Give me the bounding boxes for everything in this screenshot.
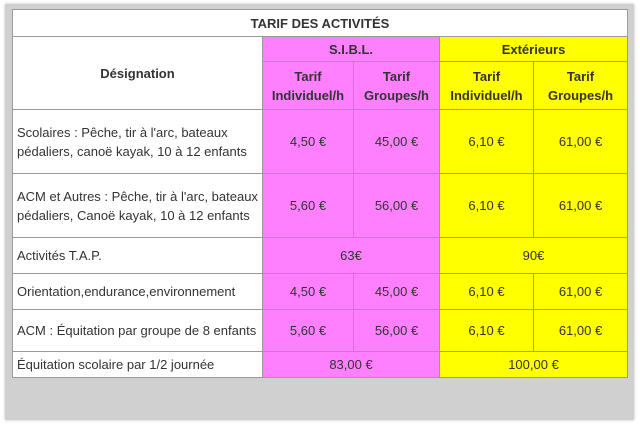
sibl-individuel-price: 5,60 € [263, 310, 354, 352]
header-tarif-label: Tarif [472, 68, 501, 84]
table-row [13, 110, 628, 174]
table-title: TARIF DES ACTIVITÉS [13, 10, 628, 37]
sibl-individuel-price: 4,50 € [263, 110, 354, 174]
row-designation: ACM et Autres : Pêche, tir à l'arc, bateaux pédaliers, Canoë kayak, 10 à 12 enfants [13, 174, 263, 238]
ext-groupes-price: 61,00 € [534, 310, 628, 352]
row-designation: Activités T.A.P. [13, 238, 263, 274]
sibl-individuel-price: 5,60 € [263, 174, 354, 238]
row-designation: Équitation scolaire par 1/2 journée [13, 352, 263, 378]
sibl-groupes-price: 45,00 € [354, 110, 440, 174]
sibl-groupes-price: 45,00 € [354, 274, 440, 310]
ext-individuel-price: 6,10 € [440, 310, 534, 352]
header-groupes-label: Groupes/h [548, 87, 614, 103]
header-groupes-label: Groupes/h [363, 87, 429, 103]
row-designation: Orientation,endurance,environnement [13, 274, 263, 310]
sibl-groupes-price: 56,00 € [354, 174, 440, 238]
row-designation: ACM : Équitation par groupe de 8 enfants [13, 310, 263, 352]
sibl-combined-price: 83,00 € [263, 352, 440, 378]
header-individuel-label: Individuel/h [450, 87, 523, 103]
sibl-individuel-price: 4,50 € [263, 274, 354, 310]
table-row [13, 352, 628, 378]
sibl-groupes-header [354, 62, 440, 110]
exterieurs-group-header: Extérieurs [440, 37, 628, 62]
table-row [13, 174, 628, 238]
table-row [13, 238, 628, 274]
ext-combined-price: 100,00 € [440, 352, 628, 378]
ext-individuel-header [440, 62, 534, 110]
table-frame [5, 4, 634, 420]
header-tarif-label: Tarif [294, 68, 322, 84]
ext-groupes-price: 61,00 € [534, 274, 628, 310]
sibl-groupes-price: 56,00 € [354, 310, 440, 352]
ext-combined-price: 90€ [440, 238, 628, 274]
row-designation: Scolaires : Pêche, tir à l'arc, bateaux pédaliers, canoë kayak, 10 à 12 enfants [13, 110, 263, 174]
ext-individuel-price: 6,10 € [440, 274, 534, 310]
ext-individuel-price: 6,10 € [440, 110, 534, 174]
ext-groupes-price: 61,00 € [534, 174, 628, 238]
ext-individuel-price: 6,10 € [440, 174, 534, 238]
tarif-table [12, 9, 628, 378]
table-row [13, 274, 628, 310]
sibl-combined-price: 63€ [263, 238, 440, 274]
header-tarif-label: Tarif [382, 68, 411, 84]
designation-header: Désignation [13, 37, 263, 110]
header-tarif-label: Tarif [566, 68, 595, 84]
sibl-group-header: S.I.B.L. [263, 37, 440, 62]
ext-groupes-price: 61,00 € [534, 110, 628, 174]
sibl-individuel-header [263, 62, 354, 110]
table-row [13, 310, 628, 352]
ext-groupes-header [534, 62, 628, 110]
header-individuel-label: Individuel/h [271, 87, 345, 103]
